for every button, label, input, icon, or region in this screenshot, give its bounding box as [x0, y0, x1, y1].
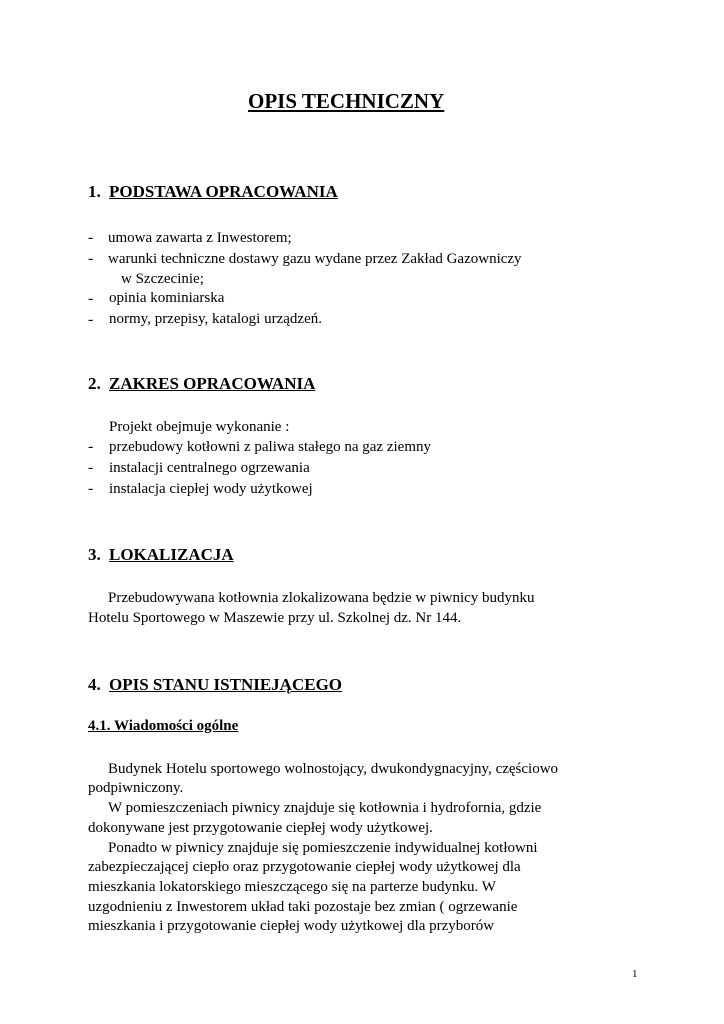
list-item-continuation: w Szczecinie; — [121, 271, 204, 287]
paragraph-line: mieszkania lokatorskiego mieszczącego się na parterze budynku. W — [88, 879, 496, 895]
page-title: OPIS TECHNICZNY — [248, 89, 445, 113]
paragraph-line: Budynek Hotelu sportowego wolnostojący, dwukondygnacyjny, częściowo — [108, 761, 559, 777]
paragraph-line: zabezpieczającej ciepło oraz przygotowanie ciepłej wody użytkowej dla — [88, 859, 521, 875]
section-3-heading: LOKALIZACJA — [109, 545, 234, 564]
section-1-number: 1. — [88, 182, 101, 201]
paragraph-line: uzgodnieniu z Inwestorem układ taki pozostaje bez zmian ( ogrzewanie — [88, 899, 518, 915]
section-2-intro: Projekt obejmuje wykonanie : — [109, 419, 290, 435]
list-item: przebudowy kotłowni z paliwa stałego na gaz ziemny — [109, 439, 431, 455]
list-item: umowa zawarta z Inwestorem; — [108, 230, 292, 246]
section-4-number: 4. — [88, 675, 101, 694]
list-bullet: - — [88, 480, 94, 497]
section-4-heading: OPIS STANU ISTNIEJĄCEGO — [109, 675, 343, 694]
section-3-line: Hotelu Sportowego w Maszewie przy ul. Szkolnej dz. Nr 144. — [88, 610, 462, 626]
paragraph-line: dokonywane jest przygotowanie ciepłej wody użytkowej. — [88, 820, 433, 836]
list-item: opinia kominiarska — [109, 290, 225, 306]
section-3-number: 3. — [88, 545, 101, 564]
page-number: 1 — [632, 968, 638, 980]
section-2-number: 2. — [88, 374, 101, 393]
section-2-heading: ZAKRES OPRACOWANIA — [109, 374, 316, 393]
list-item: normy, przepisy, katalogi urządzeń. — [109, 311, 322, 327]
paragraph-line: Ponadto w piwnicy znajduje się pomieszczenie indywidualnej kotłowni — [108, 840, 538, 856]
paragraph-line: W pomieszczeniach piwnicy znajduje się kotłownia i hydrofornia, gdzie — [108, 800, 542, 816]
section-3-line: Przebudowywana kotłownia zlokalizowana będzie w piwnicy budynku — [108, 590, 535, 606]
list-bullet: - — [88, 290, 94, 307]
list-bullet: - — [88, 229, 94, 246]
list-bullet: - — [88, 311, 94, 328]
list-item: warunki techniczne dostawy gazu wydane przez Zakład Gazowniczy — [108, 251, 522, 267]
list-bullet: - — [88, 250, 94, 267]
paragraph-line: mieszkania i przygotowanie ciepłej wody użytkowej dla przyborów — [88, 918, 495, 934]
list-bullet: - — [88, 459, 94, 476]
list-item: instalacji centralnego ogrzewania — [109, 460, 310, 476]
list-bullet: - — [88, 438, 94, 455]
section-1-heading: PODSTAWA OPRACOWANIA — [109, 182, 338, 201]
paragraph-line: podpiwniczony. — [88, 780, 184, 796]
section-4-1-heading: 4.1. Wiadomości ogólne — [88, 718, 239, 734]
list-item: instalacja ciepłej wody użytkowej — [109, 481, 313, 497]
